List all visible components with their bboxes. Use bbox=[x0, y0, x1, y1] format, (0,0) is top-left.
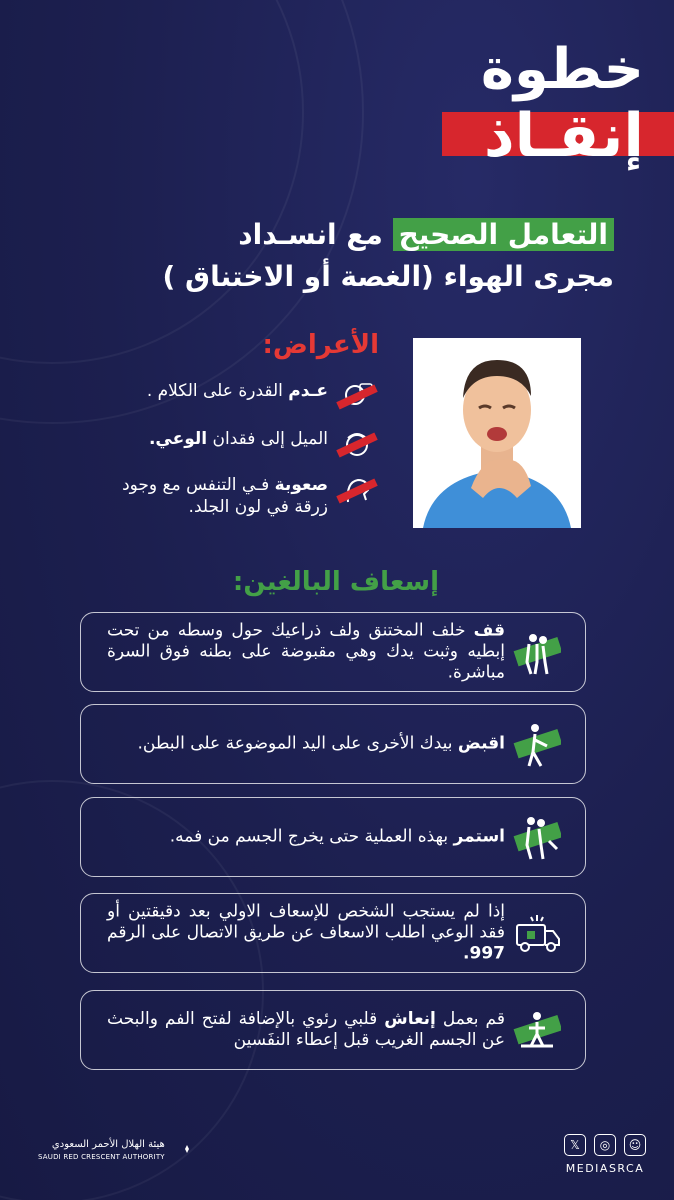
abdominal-thrust-icon bbox=[513, 813, 561, 861]
symptoms-title: الأعراض: bbox=[262, 330, 379, 360]
aid-step-card bbox=[80, 612, 586, 692]
adult-aid-title: إسعاف البالغين: bbox=[232, 567, 439, 597]
crescent-icon bbox=[173, 1135, 201, 1167]
grip-hand-icon bbox=[513, 720, 561, 768]
social-handle: MEDIASRCA bbox=[565, 1162, 645, 1175]
symptom-text: عـدم القدرة على الكلام . bbox=[146, 381, 328, 401]
headline-rest: مع انسـداد bbox=[238, 218, 383, 251]
org-name: هيئة الهلال الأحمر السعودي SAUDI RED CRESCENT AUTHORITY bbox=[38, 1139, 165, 1161]
x-icon[interactable]: 𝕏 bbox=[564, 1134, 586, 1156]
symptom-item bbox=[84, 428, 374, 462]
ambulance-icon bbox=[513, 909, 561, 957]
aid-step-text: إذا لم يستجب الشخص للإسعاف الاولي بعد دقيقتين أو فقد الوعي اطلب الاسعاف عن طريق الاتصال على الرقم 997. bbox=[107, 901, 505, 964]
aid-step-text: قف خلف المختنق ولف ذراعيك حول وسطه من تحت إبطيه وثبت يدك وهي مقبوضة على بطنه فوق السرة مباشرة. bbox=[107, 620, 505, 683]
symptom-item bbox=[84, 474, 374, 518]
instagram-icon[interactable]: ◎ bbox=[594, 1134, 616, 1156]
aid-step-text: قم بعمل إنعاش قلبي رئوي بالإضافة لفتح الفم والبحث عن الجسم الغريب قبل إعطاء النفَسين bbox=[107, 1009, 505, 1050]
fainting-face-icon bbox=[340, 428, 374, 462]
aid-step-card bbox=[80, 893, 586, 973]
cpr-icon bbox=[513, 1006, 561, 1054]
headline bbox=[114, 214, 614, 298]
aid-step-card bbox=[80, 704, 586, 784]
aid-step-card bbox=[80, 990, 586, 1070]
stand-behind-icon bbox=[513, 628, 561, 676]
snapchat-icon[interactable]: ☺ bbox=[624, 1134, 646, 1156]
aid-step-text: استمر بهذه العملية حتى يخرج الجسم من فمه. bbox=[169, 826, 505, 847]
title-line1: خطوة bbox=[480, 37, 644, 102]
no-speech-icon bbox=[340, 380, 374, 414]
symptom-item bbox=[84, 380, 374, 414]
headline-highlight: التعامل الصحيح bbox=[393, 218, 614, 251]
srca-logo bbox=[38, 1135, 201, 1167]
title-line2: إنقـاذ bbox=[483, 101, 644, 171]
symptom-text: صعوبة فـي التنفس مع وجود زرقة في لون الجلد. bbox=[122, 475, 328, 517]
aid-step-card bbox=[80, 797, 586, 877]
symptom-text: الميل إلى فقدان الوعي. bbox=[148, 429, 328, 449]
breathing-difficulty-icon bbox=[340, 474, 374, 508]
choking-person-photo bbox=[413, 338, 581, 528]
social-links bbox=[564, 1134, 646, 1175]
headline-line2: مجرى الهواء (الغصة أو الاختناق ) bbox=[162, 260, 614, 293]
aid-step-text: اقبض بيدك الأخرى على اليد الموضوعة على البطن. bbox=[137, 733, 505, 754]
